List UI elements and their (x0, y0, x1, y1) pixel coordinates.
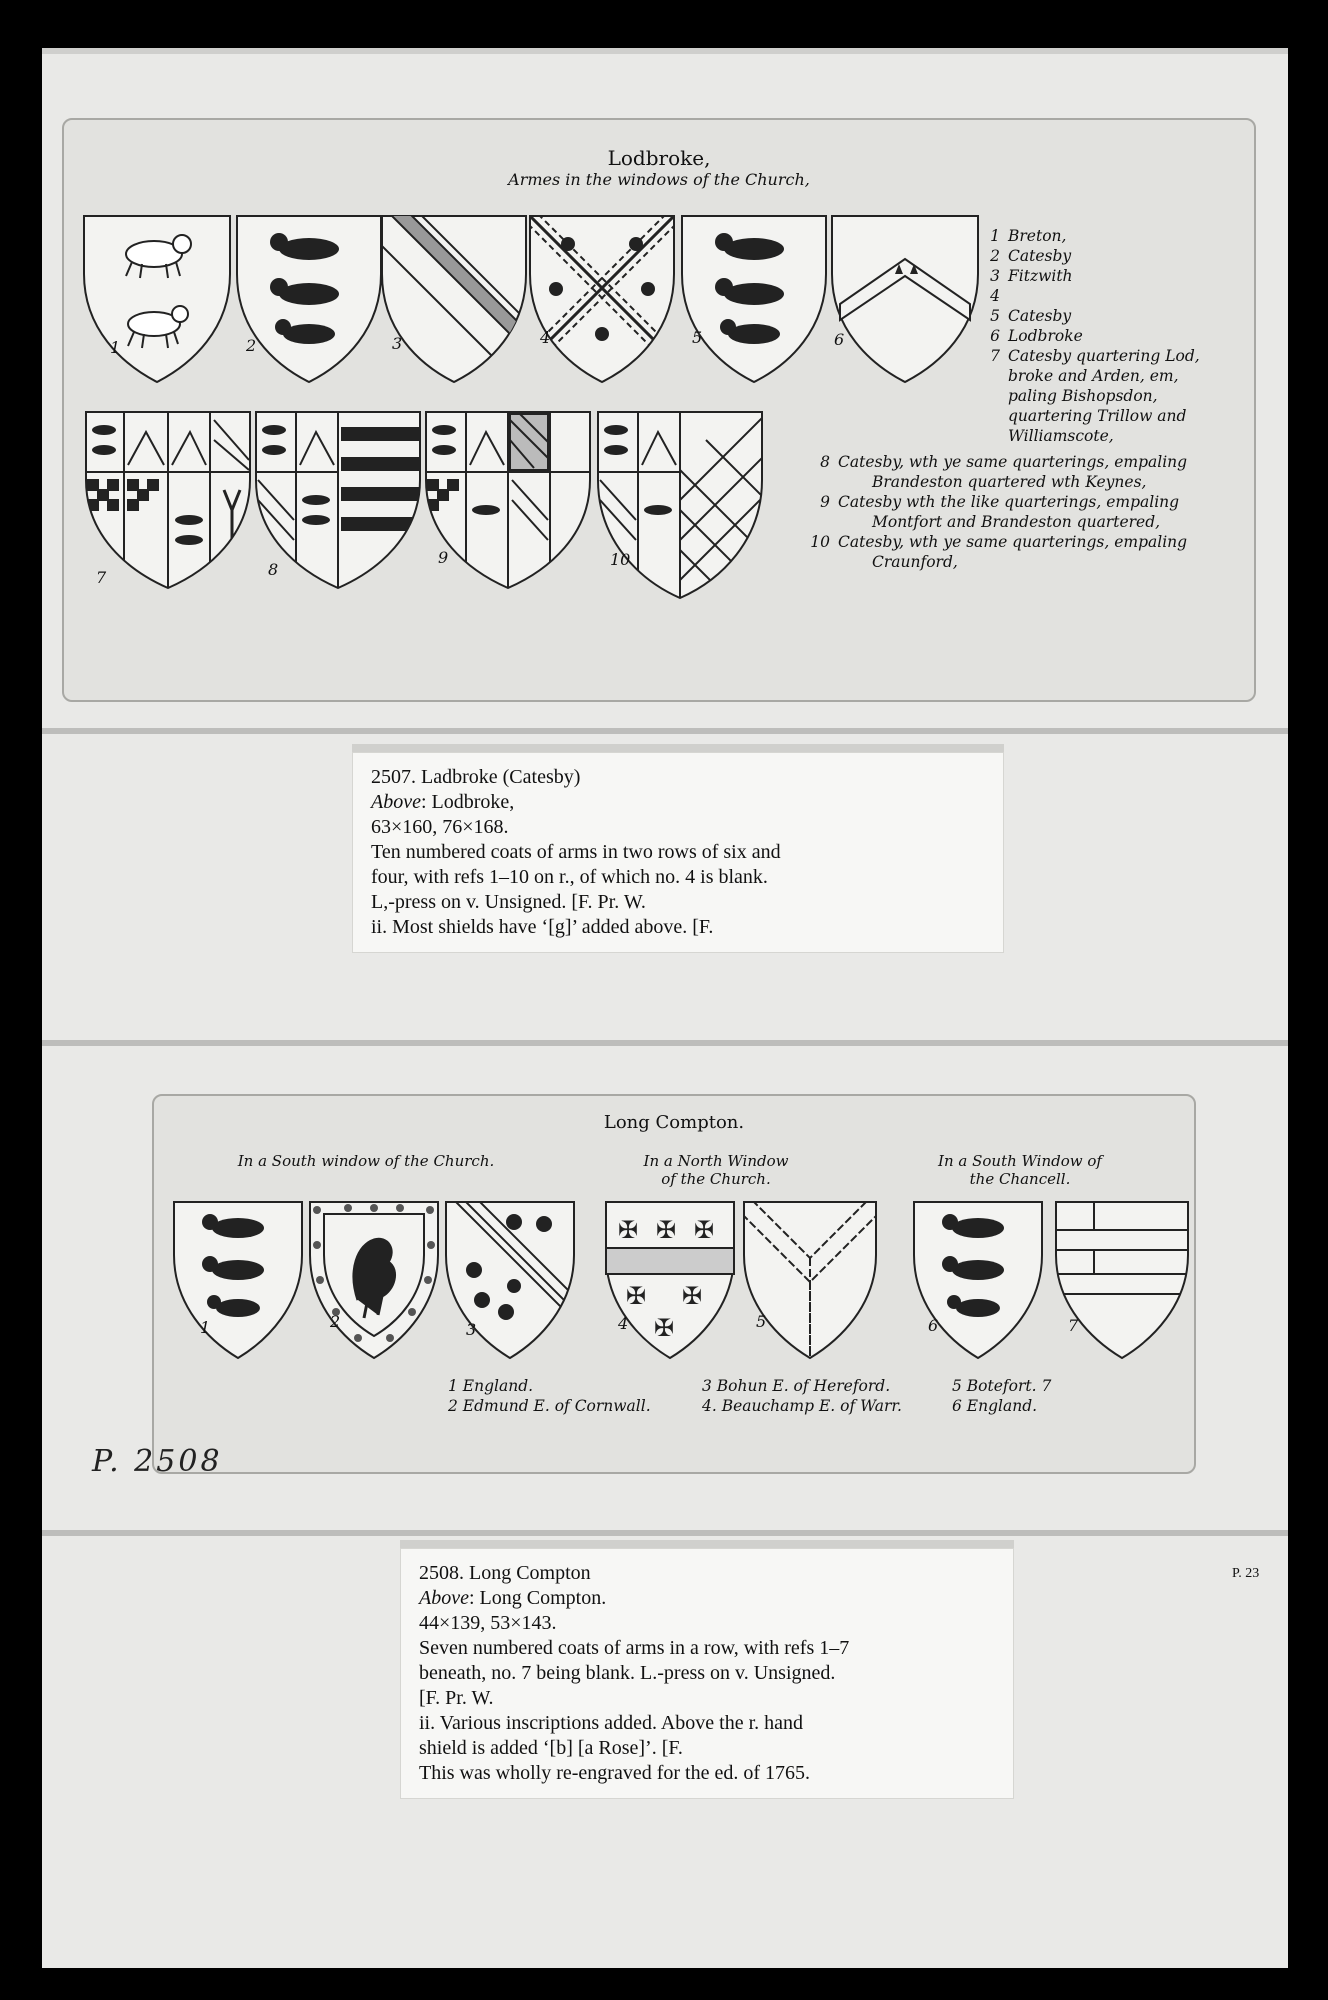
shield-6-lodbroke (830, 214, 980, 384)
shield-7-catesby-quartering (84, 410, 252, 590)
ref-item: 10 Catesby, wth ye same quarterings, empaling (810, 533, 1188, 551)
shield-number: 1 (200, 1318, 211, 1337)
shield-number: 3 (466, 1320, 477, 1339)
shield-number: 1 (110, 338, 121, 357)
shield-number: 4 (540, 328, 551, 347)
ref-item: 3 Fitzwith (990, 267, 1073, 285)
shield-10-catesby-craunford (596, 410, 764, 600)
shield-number: 5 (756, 1312, 767, 1331)
shield-1-england (172, 1200, 304, 1360)
svg-text:✠: ✠ (654, 1314, 675, 1342)
ref-item: 3 Bohun E. of Hereford. (702, 1377, 891, 1395)
shield-1-breton (82, 214, 232, 384)
card-heading: 2507. Ladbroke (Catesby) (371, 766, 581, 788)
ref-item: 4. Beauchamp E. of Warr. (702, 1397, 902, 1415)
ref-item: 6 Lodbroke (990, 327, 1083, 345)
ref-item: 6 England. (952, 1397, 1038, 1415)
svg-text:✠: ✠ (694, 1216, 715, 1244)
strip-separator (42, 1040, 1288, 1046)
ref-continuation: broke and Arden, em, (1008, 367, 1179, 385)
shield-number: 9 (438, 548, 449, 567)
plate-title-main: Long Compton. (603, 1112, 745, 1133)
references-list-plate1 (970, 226, 1200, 446)
card-above: Above: Long Compton. (419, 1587, 607, 1609)
card-description: Ten numbered coats of arms in two rows of six and (371, 841, 781, 863)
card-description: four, with refs 1–10 on r., of which no. 4 is blank. (371, 866, 768, 888)
section-heading: In a South window of the Church. (237, 1152, 495, 1170)
card-description: ii. Most shields have ‘[g]’ added above. [F. (371, 916, 714, 938)
ref-continuation: quartering Trillow and (1008, 407, 1187, 425)
shield-5-catesby (680, 214, 828, 384)
references-list-plate1-long (800, 452, 1187, 572)
ref-continuation: paling Bishopsdon, (1008, 387, 1158, 405)
card-description: This was wholly re-engraved for the ed. of 1765. (419, 1762, 810, 1784)
shield-9-catesby-montfort (424, 410, 592, 590)
handwritten-note: P. 2508 (92, 1444, 223, 1479)
shield-4-blank-refs (528, 214, 676, 384)
page-marker: P. 23 (1232, 1566, 1260, 1581)
card-heading: 2508. Long Compton (419, 1562, 591, 1584)
shield-number: 10 (610, 550, 631, 569)
ref-item: 9 Catesby wth the like quarterings, empaling (820, 493, 1180, 511)
shield-5-botefort (742, 1200, 878, 1360)
card-description: Seven numbered coats of arms in a row, with refs 1–7 (419, 1637, 850, 1659)
shield-number: 7 (96, 568, 107, 587)
shield-8-catesby-brandeston (254, 410, 422, 590)
shield-number: 2 (330, 1312, 341, 1331)
shield-3-bohun-hereford (444, 1200, 576, 1360)
ref-item: 5 Botefort. 7 (952, 1377, 1052, 1395)
plate-title (154, 1112, 1194, 1133)
card-above: Above: Lodbroke, (371, 791, 515, 813)
card-description: ii. Various inscriptions added. Above the r. hand (419, 1712, 804, 1734)
shield-2-edmund-cornwall (308, 1200, 440, 1360)
shield-3-fitzwith (380, 214, 528, 384)
ref-item: 7 Catesby quartering Lod, (990, 347, 1200, 365)
card-description: shield is added ‘[b] [a Rose]’. [F. (419, 1737, 683, 1759)
shield-number: 5 (692, 328, 703, 347)
plate-title (64, 146, 1254, 189)
ref-item: 5 Catesby (990, 307, 1072, 325)
shield-number: 8 (268, 560, 279, 579)
card-description: L,-press on v. Unsigned. [F. Pr. W. (371, 891, 646, 913)
shield-number: 7 (1068, 1316, 1079, 1335)
svg-text:✠: ✠ (618, 1216, 639, 1244)
shield-number: 6 (928, 1316, 939, 1335)
shield-7-blank (1054, 1200, 1190, 1360)
ref-continuation: Montfort and Brandeston quartered, (872, 513, 1161, 531)
ref-item: 8 Catesby, wth ye same quarterings, empaling (820, 453, 1188, 471)
shield-4-beauchamp-warwick (604, 1200, 736, 1360)
svg-text:✠: ✠ (626, 1282, 647, 1310)
ref-continuation: Williamscote, (1008, 427, 1114, 445)
catalogue-card-2508 (400, 1548, 1014, 1799)
ref-item: 1 England. (448, 1377, 534, 1395)
ref-continuation: Brandeston quartered wth Keynes, (872, 473, 1147, 491)
section-heading: In a North Window of the Church. (643, 1152, 789, 1188)
card-dimensions: 63×160, 76×168. (371, 816, 509, 838)
strip-separator (42, 1530, 1288, 1536)
shield-number: 2 (246, 336, 257, 355)
references-list-plate2-col1 (448, 1376, 651, 1416)
svg-text:✠: ✠ (682, 1282, 703, 1310)
ref-continuation: Craunford, (872, 553, 958, 571)
ref-item: 4 (990, 287, 1000, 305)
section-heading: In a South Window of the Chancell. (938, 1152, 1102, 1188)
shield-number: 6 (834, 330, 845, 349)
references-list-plate2-col2 (702, 1376, 902, 1416)
references-list-plate2-col3 (952, 1376, 1051, 1416)
card-description: beneath, no. 7 being blank. L.-press on v. Unsigned. (419, 1662, 836, 1684)
ref-item: 1 Breton, (990, 227, 1067, 245)
card-description: [F. Pr. W. (419, 1687, 494, 1709)
shield-number: 3 (392, 334, 403, 353)
plate-subtitle: Armes in the windows of the Church, (508, 170, 810, 189)
catalogue-card-2507 (352, 752, 1004, 953)
plate-title-main: Lodbroke, (607, 146, 711, 170)
card-dimensions: 44×139, 53×143. (419, 1612, 557, 1634)
shield-number: 4 (618, 1314, 629, 1333)
shield-2-catesby (235, 214, 383, 384)
ref-item: 2 Edmund E. of Cornwall. (448, 1397, 651, 1415)
strip-separator (42, 728, 1288, 734)
svg-text:✠: ✠ (656, 1216, 677, 1244)
ref-item: 2 Catesby (990, 247, 1072, 265)
shield-6-england (912, 1200, 1044, 1360)
